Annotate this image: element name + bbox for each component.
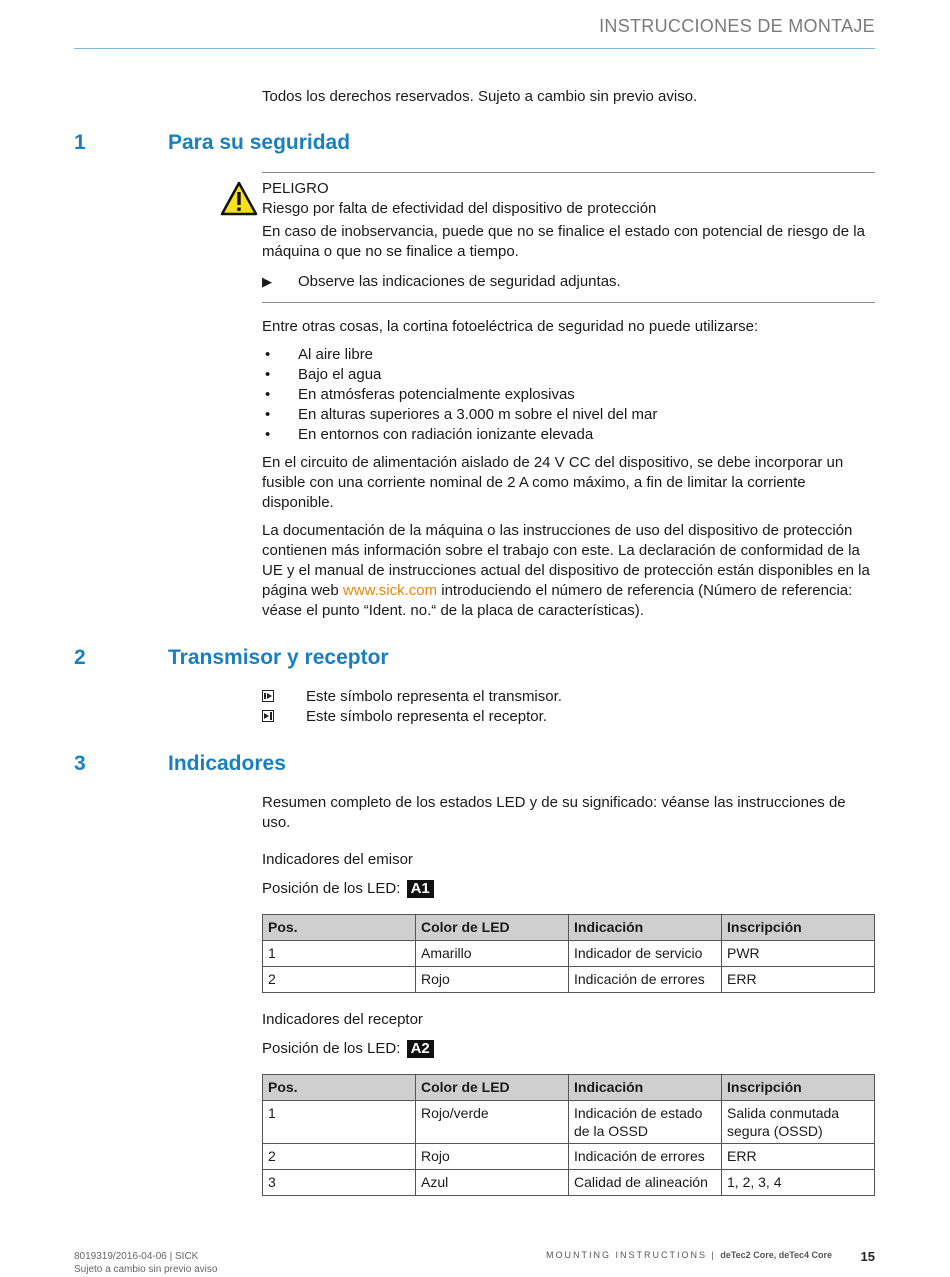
table-cell: 2 — [263, 1144, 416, 1170]
section-1-body — [262, 317, 875, 621]
receiver-led-position — [262, 1039, 875, 1059]
receiver-heading: Indicadores del receptor — [262, 1011, 423, 1028]
section-3-body — [262, 793, 875, 1196]
warning-body: En caso de inobservancia, puede que no se finalice el estado con potencial de riesgo de la máquina o que no se finalice a tiempo. — [262, 223, 865, 260]
column-header: Color de LED — [416, 1075, 569, 1101]
column-header: Pos. — [263, 915, 416, 941]
column-header: Inscripción — [722, 1075, 875, 1101]
led-summary: Resumen completo de los estados LED y de su significado: véanse las instrucciones de uso. — [262, 794, 846, 831]
sick-website-link[interactable]: www.sick.com — [342, 582, 438, 599]
warning-subtitle: Riesgo por falta de efectividad del dispositivo de protección — [262, 200, 657, 217]
emitter-badge: A1 — [407, 880, 434, 898]
list-item: • En alturas superiores a 3.000 m sobre el nivel del mar — [262, 405, 875, 425]
table-header-row — [263, 915, 875, 941]
emitter-position-label: Posición de los LED: — [262, 880, 401, 897]
receiver-text: Este símbolo representa el receptor. — [306, 708, 547, 725]
table-cell: ERR — [722, 967, 875, 993]
transmitter-text: Este símbolo representa el transmisor. — [306, 688, 562, 705]
list-intro: Entre otras cosas, la cortina fotoeléctrica de seguridad no puede utilizarse: — [262, 318, 759, 335]
restriction-list — [262, 345, 875, 445]
docs-text-before: La documentación de la máquina o las instrucciones de uso del dispositivo de protección contienen más información sobre el trabajo con este. La declaración de conformidad de la UE y el manual de instrucciones actual del dispositivo de protección están disponibles en la página web — [262, 522, 870, 599]
warning-label: PELIGRO — [262, 180, 329, 197]
table-row — [263, 1170, 875, 1196]
warning-triangle-icon — [220, 181, 258, 216]
table-cell: 1 — [263, 941, 416, 967]
table-cell: Salida conmutada segura (OSSD) — [722, 1101, 875, 1144]
header-title: INSTRUCCIONES DE MONTAJE — [599, 16, 875, 36]
table-cell: Rojo — [416, 967, 569, 993]
emitter-heading: Indicadores del emisor — [262, 851, 413, 868]
section-3-title: Indicadores — [168, 752, 286, 775]
header-rule — [74, 48, 875, 49]
warning-block — [262, 179, 875, 292]
page-number: 15 — [860, 1249, 875, 1264]
table-cell: Calidad de alineación — [569, 1170, 722, 1196]
section-1-number: 1 — [74, 131, 86, 154]
fuse-paragraph: En el circuito de alimentación aislado de 24 V CC del dispositivo, se debe incorporar un fusible con una corriente nominal de 2 A como máximo, a fin de limitar la corriente disponible. — [262, 454, 844, 511]
warning-action — [262, 272, 875, 292]
list-item: • En entornos con radiación ionizante elevada — [262, 425, 875, 445]
emitter-table — [262, 914, 875, 993]
table-cell: ERR — [722, 1144, 875, 1170]
table-cell: Azul — [416, 1170, 569, 1196]
table-row — [263, 941, 875, 967]
footer-left — [74, 1250, 217, 1276]
column-header: Pos. — [263, 1075, 416, 1101]
column-header: Indicación — [569, 1075, 722, 1101]
footer-center-label: MOUNTING INSTRUCTIONS — [546, 1250, 707, 1260]
table-row — [263, 1101, 875, 1144]
footer-center: MOUNTING INSTRUCTIONS | deTec2 Core, deTec4 Core — [546, 1250, 833, 1260]
table-cell: 1 — [263, 1101, 416, 1144]
arrow-right-icon: ▶ — [262, 274, 272, 289]
table-cell: PWR — [722, 941, 875, 967]
warning-top-rule — [262, 172, 875, 173]
table-cell: 1, 2, 3, 4 — [722, 1170, 875, 1196]
table-cell: Indicación de errores — [569, 1144, 722, 1170]
table-row — [263, 1144, 875, 1170]
column-header: Indicación — [569, 915, 722, 941]
section-1-title: Para su seguridad — [168, 131, 351, 154]
warning-bottom-rule — [262, 302, 875, 303]
column-header: Color de LED — [416, 915, 569, 941]
receiver-badge: A2 — [407, 1040, 434, 1058]
table-cell: Indicador de servicio — [569, 941, 722, 967]
table-cell: Rojo — [416, 1144, 569, 1170]
intro-paragraph: Todos los derechos reservados. Sujeto a cambio sin previo aviso. — [262, 88, 698, 105]
table-cell: 3 — [263, 1170, 416, 1196]
list-item: • En atmósferas potencialmente explosivas — [262, 385, 875, 405]
footer-doc-id: 8019319/2016-04-06 | SICK — [74, 1251, 199, 1262]
warning-action-text: Observe las indicaciones de seguridad adjuntas. — [298, 273, 621, 290]
receiver-position-label: Posición de los LED: — [262, 1040, 401, 1057]
table-row — [263, 967, 875, 993]
transmitter-symbol-icon — [262, 690, 274, 702]
section-3-number: 3 — [74, 752, 86, 775]
list-item: • Bajo el agua — [262, 365, 875, 385]
table-header-row — [263, 1075, 875, 1101]
table-cell: Rojo/verde — [416, 1101, 569, 1144]
section-2-title: Transmisor y receptor — [168, 646, 389, 669]
footer-note: Sujeto a cambio sin previo aviso — [74, 1264, 218, 1275]
table-cell: Indicación de estado de la OSSD — [569, 1101, 722, 1144]
table-cell: Indicación de errores — [569, 967, 722, 993]
transmitter-row — [262, 687, 875, 707]
receiver-row — [262, 707, 875, 727]
docs-text-after: introduciendo el número de referencia (Número de referencia: véase el punto “Ident. no.“ de la placa de características). — [262, 582, 853, 619]
column-header: Inscripción — [722, 915, 875, 941]
receiver-table — [262, 1074, 875, 1196]
table-cell: 2 — [263, 967, 416, 993]
table-cell: Amarillo — [416, 941, 569, 967]
receiver-symbol-icon — [262, 710, 274, 722]
section-2-body — [262, 687, 875, 727]
emitter-led-position — [262, 879, 875, 899]
footer-product: deTec2 Core, deTec4 Core — [720, 1250, 833, 1260]
docs-paragraph — [262, 521, 875, 621]
intro-text — [262, 87, 875, 107]
section-2-number: 2 — [74, 646, 86, 669]
list-item: • Al aire libre — [262, 345, 875, 365]
